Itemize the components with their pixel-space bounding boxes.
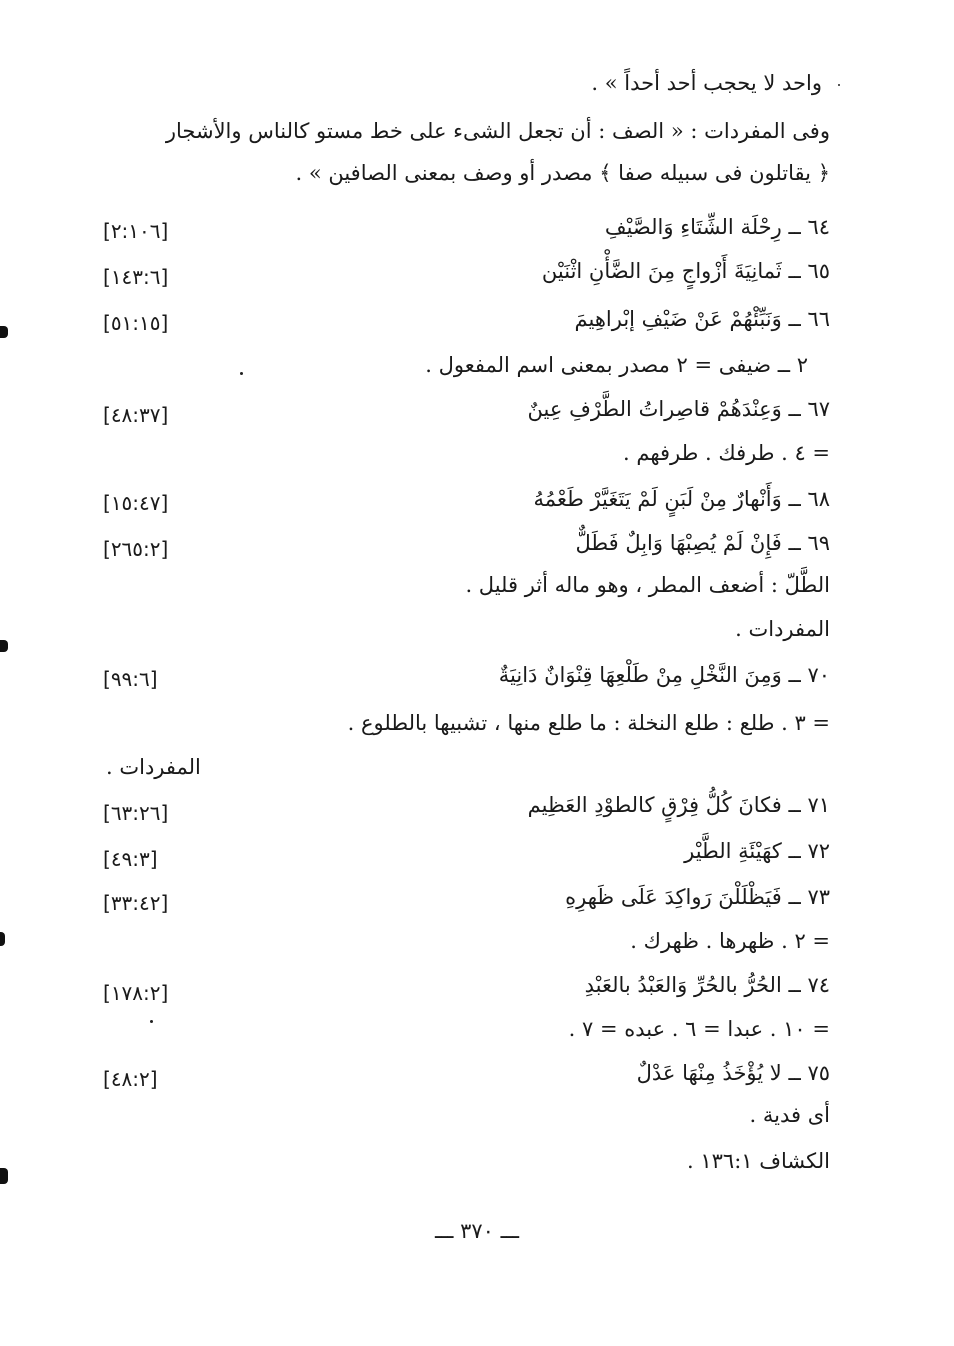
source-line (106, 752, 201, 782)
entry-69 (575, 528, 830, 558)
scan-mark (0, 932, 5, 946)
entry-68 (534, 484, 830, 514)
source-line (735, 614, 830, 644)
entry-66 (575, 304, 830, 334)
verse-quote-line: ﴿ يقاتلون فى سبيله صفا ﴾ مصدر أو وصف بمعنى الصافين » . (295, 161, 830, 185)
entry-text: ٦٥ ــ ثَمانِيَةَ أَزْواجٍ مِنَ الضَّأْنِ اثْنَيْن (541, 259, 830, 283)
entry-64 (605, 212, 830, 242)
note-line (630, 926, 830, 956)
source-text: الكشاف ١٣٦:١ . (687, 1149, 830, 1173)
verse-reference: [٥١:١٥] (103, 311, 169, 335)
verse-reference: [٢:١٠٦] (103, 219, 169, 243)
note-text: = ١٠ . عبدا = ٦ . عبده = ٧ . (568, 1017, 830, 1041)
note-text: = ٣ . طلع : طلع النخلة : ما طلع منها ، تشبيها بالطلوع . (347, 711, 830, 735)
scan-speck (150, 1020, 153, 1023)
scan-mark (0, 640, 8, 652)
entry-text: ٦٧ ــ وَعِنْدَهُمْ قاصِراتُ الطَّرْفِ عِينٌ (527, 397, 830, 421)
text-line (591, 68, 822, 98)
entry-74 (585, 970, 830, 1000)
entry-text: ٧٠ ــ وَمِنَ النَّخْلِ مِنْ طَلْعِهَا قِنْوَانٌ دَانِيَةٌ (498, 663, 830, 687)
note-line (425, 350, 808, 380)
mufradat-quote-line: وفى المفردات : « الصف : أن تجعل الشىء على خط مستو كالناس والأشجار (165, 119, 830, 143)
verse-reference: [٤٨:٣٧] (103, 403, 169, 427)
entry-text: ٧١ ــ فكانَ كُلُّ فِرْقٍ كالطوْدِ العَظِيم (527, 793, 830, 817)
scan-speck (240, 372, 243, 375)
note-text: = ٢ . ظهرها . ظهرك . (630, 929, 830, 953)
verse-reference: [٣٣:٤٢] (103, 891, 169, 915)
verse-reference: [٩٩:٦] (103, 667, 158, 691)
entry-text: ٧٥ ــ لا يُؤْخَذُ مِنْهَا عَدْلٌ (636, 1061, 830, 1085)
note-text: = ٤ . طرفك . طرفهم . (623, 441, 830, 465)
source-line (687, 1146, 830, 1176)
note-line (750, 1100, 830, 1130)
entry-73 (565, 882, 830, 912)
scan-mark (0, 1168, 8, 1184)
text-line (295, 158, 830, 188)
verse-reference: [١٥:٤٧] (103, 491, 169, 515)
page-number: ـــ ٣٧٠ ـــ (434, 1219, 520, 1243)
entry-text: ٧٢ ــ كهَيْئَةِ الطَّيْر (684, 839, 830, 863)
source-text: المفردات . (735, 617, 830, 641)
entry-67 (528, 394, 830, 424)
verse-reference: [٤٩:٣] (103, 847, 158, 871)
continuation-line: واحد لا يحجب أحد أحداً » . (591, 71, 822, 95)
scan-mark (0, 326, 8, 338)
entry-text: ٦٦ ــ وَنَبِّئْهُمْ عَنْ ضَيْفِ إبْراهِيمَ (574, 307, 830, 331)
verse-reference: [٤٨:٢] (103, 1067, 158, 1091)
entry-70 (499, 660, 830, 690)
entry-text: ٧٣ ــ فَيَظْلَلْنَ رَواكِدَ عَلَى ظَهرِهِ (565, 885, 830, 909)
entry-72 (684, 836, 830, 866)
entry-71 (528, 790, 830, 820)
verse-reference: [٢٦٥:٢] (103, 537, 169, 561)
note-line (465, 570, 830, 600)
entry-text: ٦٩ ــ فَإِنْ لَمْ يُصِبْهَا وَابِلٌ فَطَلٌّ (575, 531, 830, 555)
verse-reference: [١٧٨:٢] (103, 981, 169, 1005)
verse-reference: [٦٣:٢٦] (103, 801, 169, 825)
note-line (348, 708, 830, 738)
note-line (623, 438, 830, 468)
note-text: ٢ ــ ضيفى = ٢ مصدر بمعنى اسم المفعول . (425, 353, 808, 377)
source-text: المفردات . (106, 755, 201, 779)
entry-text: ٧٤ ــ الحُرُّ بالحُرِّ وَالعَبْدُ بالعَبْدِ (584, 973, 830, 997)
entry-75 (637, 1058, 830, 1088)
note-line (569, 1014, 830, 1044)
entry-text: ٦٤ ــ رِحْلَة الشِّتَاءِ وَالصَّيْفِ (604, 215, 830, 239)
note-text: الطَّلّ : أضعف المطر ، وهو ماله أثر قليل . (465, 573, 830, 597)
scan-speck (838, 84, 840, 86)
text-line (166, 116, 830, 146)
verse-reference: [١٤٣:٦] (103, 265, 169, 289)
entry-65 (542, 256, 830, 286)
entry-text: ٦٨ ــ وَأَنْهارٌ مِنْ لَبَنٍ لَمْ يَتَغَيَّرْ طَعْمُهُ (533, 487, 830, 511)
note-text: أى فدية . (749, 1103, 830, 1127)
